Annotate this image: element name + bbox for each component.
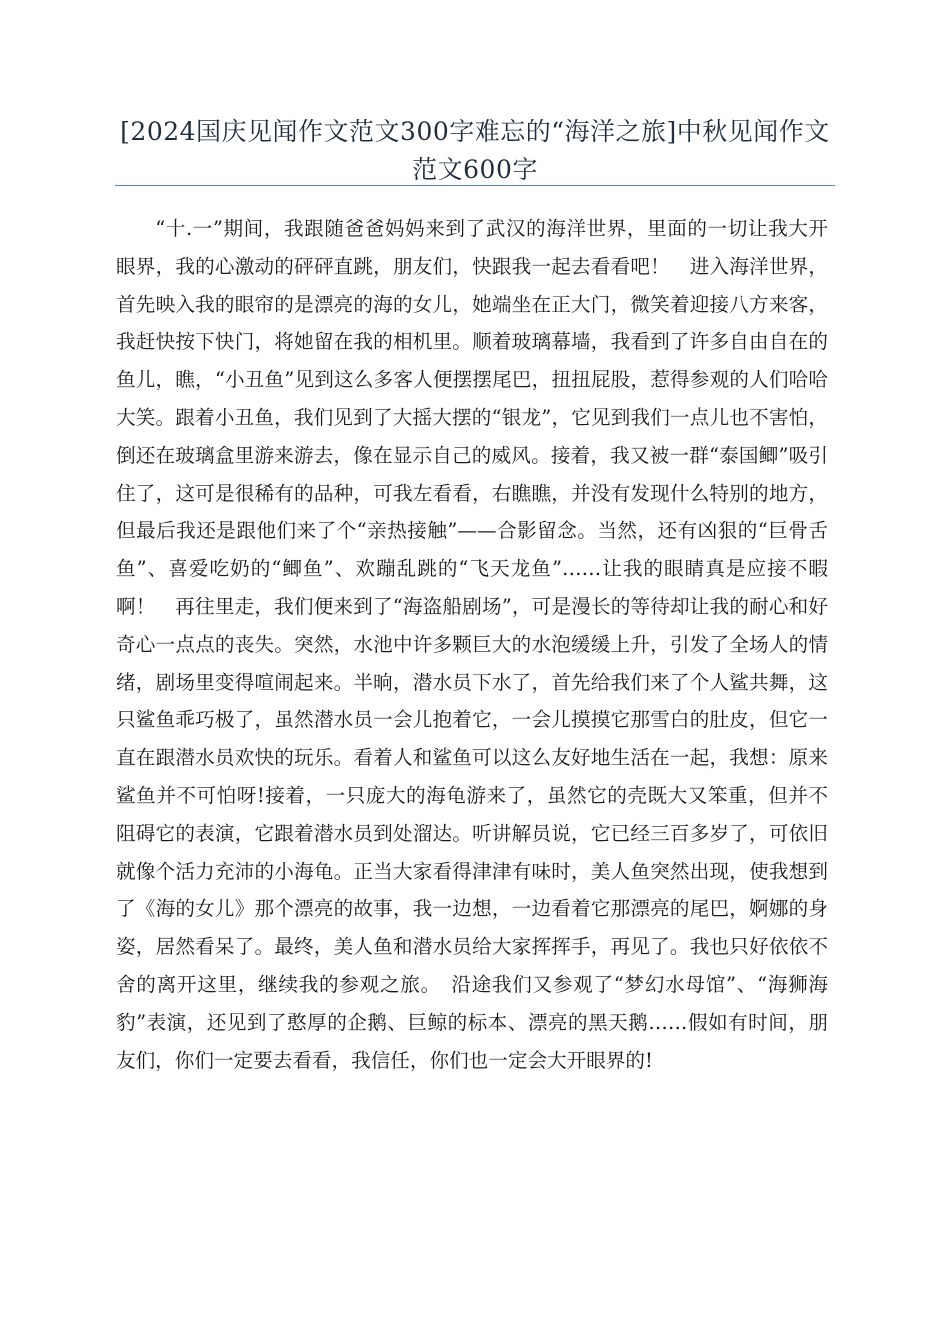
body-paragraph: “十.一”期间，我跟随爸爸妈妈来到了武汉的海洋世界，里面的一切让我大开眼界，我的心激动的砰砰直跳，朋友们，快跟我一起去看看吧！ 进入海洋世界，首先映入我的眼帘的是漂亮的海的女儿，她端坐在正大门，微笑着迎接八方来客，我赶快按下快门，将她留在我的相机里。顺着玻璃幕墙，我看到了许多自由自在的鱼儿，瞧，“小丑鱼”见到这么多客人便摆摆尾巴，扭扭屁股，惹得参观的人们哈哈大笑。跟着小丑鱼，我们见到了大摇大摆的“银龙”，它见到我们一点儿也不害怕，倒还在玻璃盒里游来游去，像在显示自己的威风。接着，我又被一群“泰国鲫”吸引住了，这可是很稀有的品种，可我左看看，右瞧瞧，并没有发现什么特别的地方，但最后我还是跟他们来了个“亲热接触”——合影留念。当然，还有凶狠的“巨骨舌鱼”、喜爱吃奶的“鲫鱼”、欢蹦乱跳的“飞天龙鱼”……让我的眼睛真是应接不暇啊！ 再往里走，我们便来到了“海盗船剧场”，可是漫长的等待却让我的耐心和好奇心一点点的丧失。突然，水池中许多颗巨大的水泡缓缓上升，引发了全场人的情绪，剧场里变得喧闹起来。半晌，潜水员下水了，首先给我们来了个人鲨共舞，这只鲨鱼乖巧极了，虽然潜水员一会儿抱着它，一会儿摸摸它那雪白的肚皮，但它一直在跟潜水员欢快的玩乐。看着人和鲨鱼可以这么友好地生活在一起，我想：原来鲨鱼并不可怕呀!接着，一只庞大的海龟游来了，虽然它的壳既大又笨重，但并不阻碍它的表演，它跟着潜水员到处溜达。听讲解员说，它已经三百多岁了，可依旧就像个活力充沛的小海龟。正当大家看得津津有味时，美人鱼突然出现，使我想到了《海的女儿》那个漂亮的故事，我一边想，一边看着它那漂亮的尾巴，婀娜的身姿，居然看呆了。最终，美人鱼和潜水员给大家挥挥手，再见了。我也只好依依不舍的离开这里，继续我的参观之旅。 沿途我们又参观了“梦幻水母馆”、“海狮海豹”表演，还见到了憨厚的企鹅、巨鲸的标本、漂亮的黑天鹅……假如有时间，朋友们，你们一定要去看看，我信任，你们也一定会大开眼界的!	[116, 217, 828, 1072]
document-title: [2024国庆见闻作文范文300字难忘的“海洋之旅]中秋见闻作文范文600字	[120, 117, 830, 184]
title-block	[115, 113, 835, 189]
title-divider	[115, 185, 835, 186]
